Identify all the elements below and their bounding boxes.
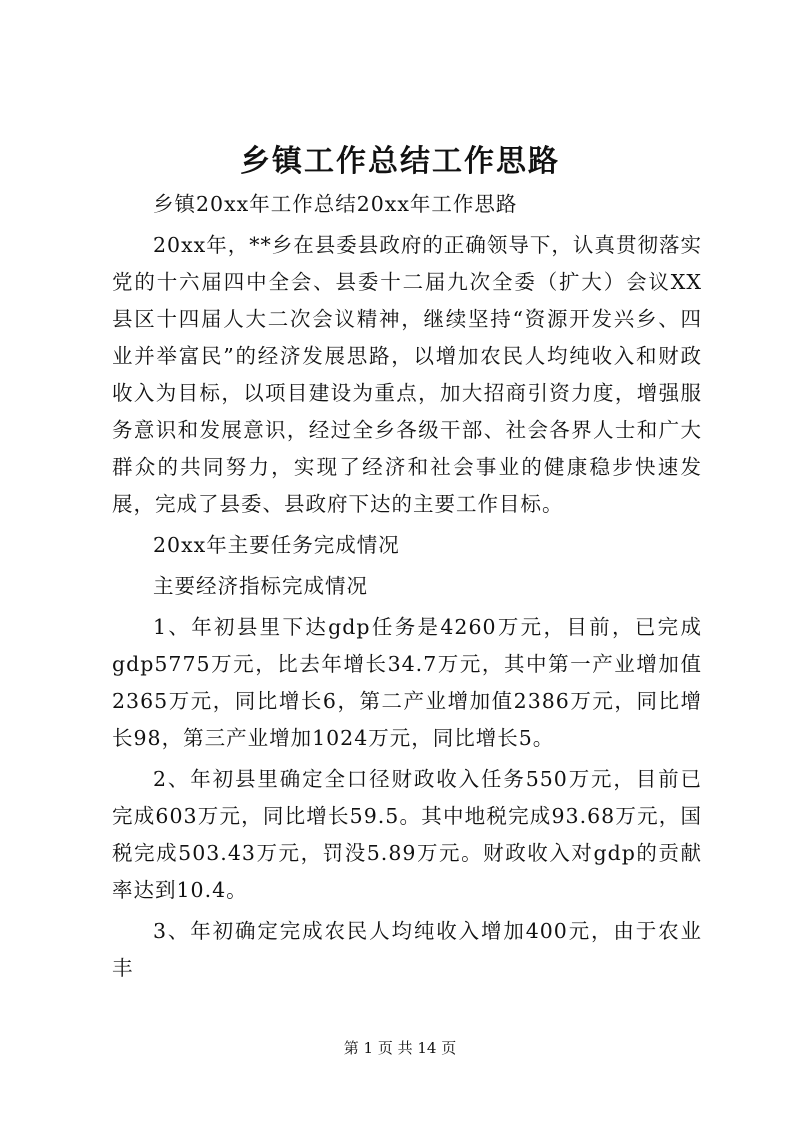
- item-revenue-paragraph: 2、年初县里确定全口径财政收入任务550万元，目前已完成603万元，同比增长59.5。其中地税完成93.68万元，国税完成503.43万元，罚没5.89万元。财政收入对gdp的贡献率达到10.4。: [112, 767, 702, 902]
- section-heading-tasks: 20xx年主要任务完成情况: [153, 533, 400, 557]
- section-heading-indicators: 主要经济指标完成情况: [153, 574, 368, 598]
- intro-paragraph: 20xx年，**乡在县委县政府的正确领导下，认真贯彻落实党的十六届四中全会、县委十二届九次全委（扩大）会议XX县区十四届人大二次会议精神，继续坚持“资源开发兴乡、四业并举富民”的经济发展思路，以增加农民人均纯收入和财政收入为目标，以项目建设为重点，加大招商引资力度，增强服务意识和发展意识，经过全乡各级干部、社会各界人士和广大群众的共同努力，实现了经济和社会事业的健康稳步快速发展，完成了县委、县政府下达的主要工作目标。: [112, 233, 702, 516]
- page-number-footer: 第 1 页 共 14 页: [343, 1039, 457, 1057]
- item-gdp-paragraph: 1、年初县里下达gdp任务是4260万元，目前，已完成gdp5775万元，比去年增长34.7万元，其中第一产业增加值2365万元，同比增长6，第二产业增加值2386万元，同比增长98，第三产业增加1024万元，同比增长5。: [112, 615, 702, 750]
- subtitle-line: 乡镇20xx年工作总结20xx年工作思路: [153, 192, 518, 216]
- document-title: 乡镇工作总结工作思路: [240, 144, 560, 179]
- item-income-paragraph: 3、年初确定完成农民人均纯收入增加400元，由于农业丰: [112, 919, 702, 980]
- document-body: [112, 186, 702, 991]
